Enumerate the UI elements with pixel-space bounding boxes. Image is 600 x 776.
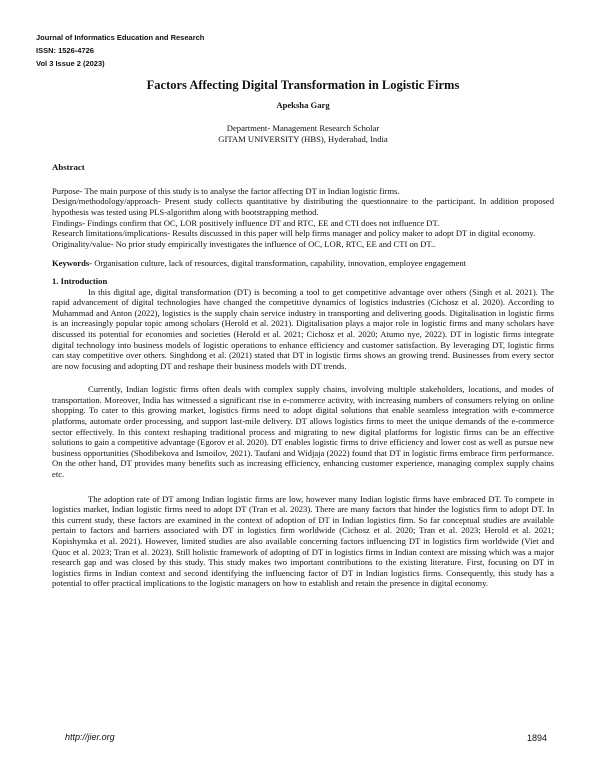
journal-header: [36, 31, 204, 70]
abstract-limitations: Research limitations/implications- Results discussed in this paper will help firms manager and policy maker to adopt DT in digital economy.: [52, 228, 536, 239]
paper-title: Factors Affecting Digital Transformation in Logistic Firms: [146, 78, 460, 92]
keywords-label: Keywords-: [52, 258, 93, 269]
paper-author: Apeksha Garg: [276, 99, 330, 110]
keywords: [52, 258, 554, 269]
footer-url[interactable]: http://jier.org: [65, 732, 115, 742]
abstract-body: [52, 186, 554, 250]
journal-issn: ISSN: 1526-4726: [36, 46, 94, 55]
abstract-purpose: Purpose- The main purpose of this study is to analyse the factor affecting DT in Indian logistic firms.: [52, 185, 400, 196]
section-heading-introduction: 1. Introduction: [52, 275, 108, 286]
author-affiliation: [52, 123, 554, 145]
paper-body: [52, 80, 554, 589]
intro-paragraph: The adoption rate of DT among Indian logistic firms are low, however many Indian logistic firms have embraced DT. To compete in logistics market, Indian logistic firms need to adopt DT (Tran et al. 2023). There are many factors that hinder the logistics firm to adopt DT. In this current study, these factors are examined in the context of adoption of DT in Indian logistics firm. So far conceptual studies are available pertain to factors and barriers associated with DT in logistics firm worldwide (Cichosz et al. 2020; Tran et al. 2023; Herold et al. 2021; Kopishynska et al. 2021). However, limited studies are also available concerning factors influencing DT in logistics firm worldwide (Viet and Quoc et al. 2023; Tran et al. 2023). Still holistic framework of adopting of DT in logistics firms in Indian context are missing which was a major research gap and was closed by this study. This study makes two important contributions to the existing literature. First, focusing on DT in logistics firms in Indian context and second identifying the influencing factor of DT in Indian logistics firms. Consequently, this study has a potential to offer practical implications to the logistic managers on how to establish and retain the presence in digital economy.: [52, 493, 554, 589]
keywords-text: Organisation culture, lack of resources, digital transformation, capability, innovation, employee engagement: [92, 258, 467, 269]
page-number: 1894: [527, 733, 548, 743]
intro-paragraph: In this digital age, digital transformation (DT) is becoming a tool to get competitive advantage over others (Singh et al. 2021). The rapid advancement of digital technologies have changed the competitive dynamics of logistics industries (Cichosz et al. 2020). According to Muhammad and Anton (2022), logistics is the supply chain service industry in transporting and delivering goods. Digitalisation in logistic firms is an increasingly popular topic among scholars (Herold et al. 2021). Digitalisation plays a major role in logistic firms and many scholars have discussed its potential for economies and societies (Herold et al. 2021; Cichosz et al. 2020; Atumo nye, 2022). DT in logistic firms integrate digital technology into business models of logistic operations to enhance efficiency and customer satisfaction. By leveraging DT, logistic firms can stay competitive over others. Singhdong et al. (2021) stated that DT in logistic firms shows an growing trend. Businesses from every sector are now focusing and adopting DT and reshape their business models with DT trends.: [52, 286, 554, 371]
journal-volume: Vol 3 Issue 2 (2023): [36, 59, 105, 68]
abstract-design: Design/methodology/approach- Present study collects quantitative by distributing the questionnaire to the participant. In addition proposed hypothesis was tested using PLS-algorithm along with bootstrapping method.: [52, 196, 554, 217]
abstract-originality: Originality/value- No prior study empirically investigates the influence of OC, LOR, RTC, EE and CTI on DT..: [52, 238, 436, 249]
journal-name: Journal of Informatics Education and Research: [36, 33, 205, 42]
abstract-heading: Abstract: [52, 162, 85, 173]
abstract-findings: Findings- Findings confirm that OC, LOR positively influence DT and RTC, EE and CTI does not influence DT.: [52, 217, 440, 228]
affiliation-line: Department- Management Research Scholar: [226, 123, 380, 134]
intro-paragraph: Currently, Indian logistic firms often deals with complex supply chains, involving multiple stakeholders, locations, and modes of transportation. Moreover, India has witnessed a significant rise in e-commerce activity, with increasing numbers of consumers relying on online shopping. To cater to this growing market, logistics firms need to adopt digital solutions that enable seamless integration with e-commerce platforms, automate order processing, and support last-mile delivery. DT allows logistics firms to meet the unique demands of the e-commerce sector effectively. In this context reshaping traditional process and migrating to new digital platforms for logistic firms can be an effective solutions to gain a competitive advantage (Egorov et al. 2020). DT enables logistic firms to drive efficiency and lower cost as well as pursue new business opportunities (Shodibekova and Ismoilov, 2021). Taufani and Widjaja (2022) found that DT in logistic firms embrace firm performance. On the other hand, DT provides many benefits such as increasing efficiency, enhancing customer experience, managing complex supply chains etc.: [52, 384, 554, 480]
affiliation-line: GITAM UNIVERSITY (HBS), Hyderabad, India: [218, 134, 388, 145]
